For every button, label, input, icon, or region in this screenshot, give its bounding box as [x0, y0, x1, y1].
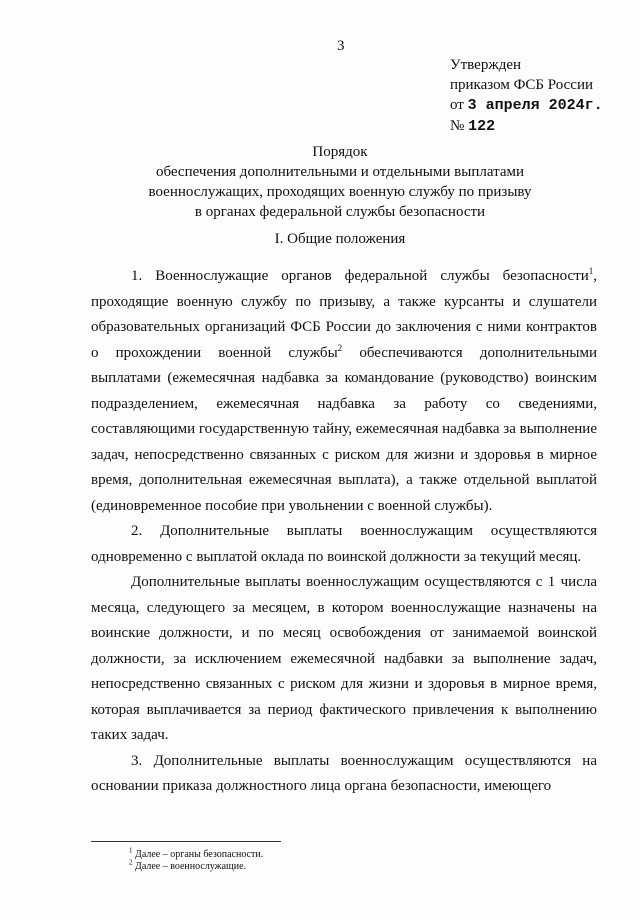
approval-line-2: приказом ФСБ России — [450, 77, 593, 93]
footnote-1 — [129, 846, 264, 861]
footnote-2-mark: 2 — [129, 858, 133, 867]
footnote-ref-2: 2 — [337, 342, 343, 353]
approval-date-prefix: от — [450, 97, 468, 113]
footnotes — [129, 846, 264, 873]
document-body — [91, 264, 597, 800]
footnote-2-text: Далее – военнослужащие. — [132, 861, 247, 872]
paragraph-3: Дополнительные выплаты военнослужащим осуществляются с 1 числа месяца, следующего за месяцем, в котором военнослужащие назначены на воинские должности, и по месяц освобождения от занимаемой воинской должности, за исключением ежемесячной надбавки за выполнение задач, непосредственно связанных с риском для жизни и здоровья в мирное время, которая выплачивается за период фактического привлечения к выполнению таких задач. — [91, 574, 597, 743]
page-number: 3 — [337, 38, 345, 54]
section-heading: I. Общие положения — [274, 231, 406, 247]
title-line-4: в органах федеральной службы безопасности — [194, 204, 486, 220]
footnote-1-text: Далее – органы безопасности. — [132, 849, 264, 860]
paragraph-1-part-a: 1. Военнослужащие органов федеральной службы безопасности — [131, 268, 589, 284]
paragraph-1-part-c: обеспечиваются дополнительными выплатами (ежемесячная надбавка за командование (руководство) воинским подразделением, ежемесячная надбавка за работу со сведениями, составляющими государственную тайну, ежемесячная надбавка за выполнение задач, непосредственно связанных с риском для жизни и здоровья в мирное время, дополнительная ежемесячная выплата), а также отдельной выплатой (единовременное пособие при увольнении с военной службы). — [91, 344, 597, 514]
approval-number-prefix: № — [450, 118, 469, 134]
approval-number — [450, 116, 603, 137]
paragraph-4: 3. Дополнительные выплаты военнослужащим осуществляются на основании приказа должностного лица органа безопасности, имеющего — [91, 752, 597, 794]
footnote-1-mark: 1 — [129, 846, 133, 855]
title-line-2: обеспечения дополнительными и отдельными выплатами — [155, 164, 525, 180]
title-line-3: военнослужащих, проходящих военную службу по призыву — [148, 184, 532, 200]
footnote-2 — [129, 858, 263, 873]
footnote-ref-1: 1 — [588, 266, 594, 276]
document-title — [60, 142, 620, 222]
title-line-1: Порядок — [312, 144, 368, 160]
paragraph-2: 2. Дополнительные выплаты военнослужащим осуществляются одновременно с выплатой оклада по воинской должности за текущий месяц. — [91, 523, 597, 565]
footnote-separator — [91, 841, 281, 842]
paragraph-1-part-b: , проходящие военную службу по призыву, а также курсанты и слушатели образовательных организаций ФСБ России до заключения с ними контрактов о прохождении военной службы — [91, 268, 597, 361]
approval-number-value: 122 — [468, 118, 496, 135]
approval-date-value: 3 апреля 2024г. — [467, 97, 603, 114]
approval-date — [450, 95, 603, 116]
approval-line-1: Утвержден — [450, 57, 522, 73]
approval-stamp — [450, 55, 603, 137]
paragraph-1 — [91, 264, 597, 519]
